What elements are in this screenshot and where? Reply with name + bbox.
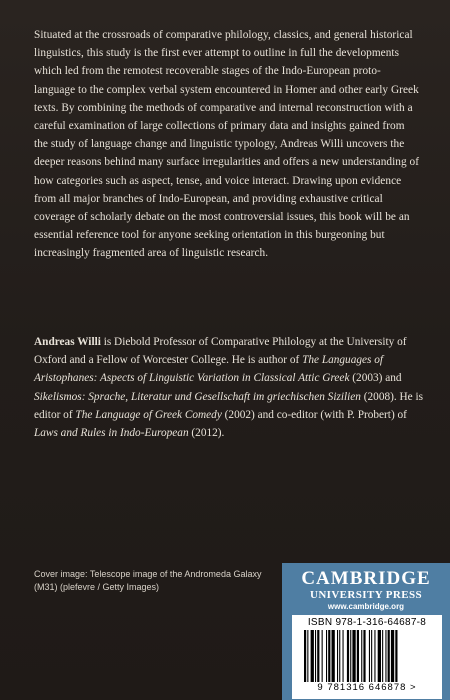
book-title-4: Laws and Rules in Indo-European — [34, 427, 189, 440]
barcode-digits: 9 781316 646878 > — [317, 682, 417, 693]
publisher-subtitle: UNIVERSITY PRESS — [309, 589, 423, 601]
author-name: Andreas Willi — [34, 336, 101, 348]
barcode-icon — [302, 630, 432, 682]
book-title-3: The Language of Greek Comedy — [75, 408, 222, 421]
isbn-text: ISBN 978-1-316-64687-8 — [307, 617, 427, 628]
bio-text-4: (2002) and co-editor (with P. Probert) of — [221, 408, 407, 421]
bio-text-2: (2003) and — [349, 372, 402, 385]
barcode-label — [292, 615, 442, 699]
description-blurb: Situated at the crossroads of comparative philology, classics, and general historical linguistics, this study is the first ever attempt to outline in full the developments which led from the remotest recoverable stages of the Indo-European proto-language to the complex verbal system encountered in Homer and other early Greek texts. By combining the methods of comparative and internal reconstruction with a careful examination of large collections of primary data and insights gained from the study of language change and linguistic typology, Andreas Willi uncovers the deeper reasons behind many surface irregularities and offers a new understanding of how categories such as aspect, tense, and voice interact. Drawing upon evidence from all major branches of Indo-European, and providing exhaustive critical coverage of scholarly debate on the most controversial issues, this book will be an essential reference tool for anyone seeking orientation in this burgeoning but increasingly fragmented area of linguistic research. — [34, 29, 420, 260]
bio-text-1: is Diebold Professor of Comparative Philology at the University of Oxford and a Fellow of Worcester College. He is author of — [34, 336, 407, 367]
book-title-1: The Languages of Aristophanes: Aspects of Linguistic Variation in Classical Attic Greek — [34, 354, 384, 385]
cover-image-credit: Cover image: Telescope image of the Andromeda Galaxy (M31) (plefevre / Getty Images) — [34, 569, 262, 592]
author-bio — [34, 333, 424, 442]
bio-text-5: (2012). — [188, 427, 225, 440]
publisher-url: www.cambridge.org — [327, 602, 405, 611]
bio-text-3: (2008). He is editor of — [34, 390, 424, 421]
publisher-panel — [282, 563, 450, 700]
book-title-2: Sikelismos: Sprache, Literatur und Gesellschaft im griechischen Sizilien — [34, 390, 361, 403]
publisher-logo: CAMBRIDGE — [301, 568, 431, 589]
